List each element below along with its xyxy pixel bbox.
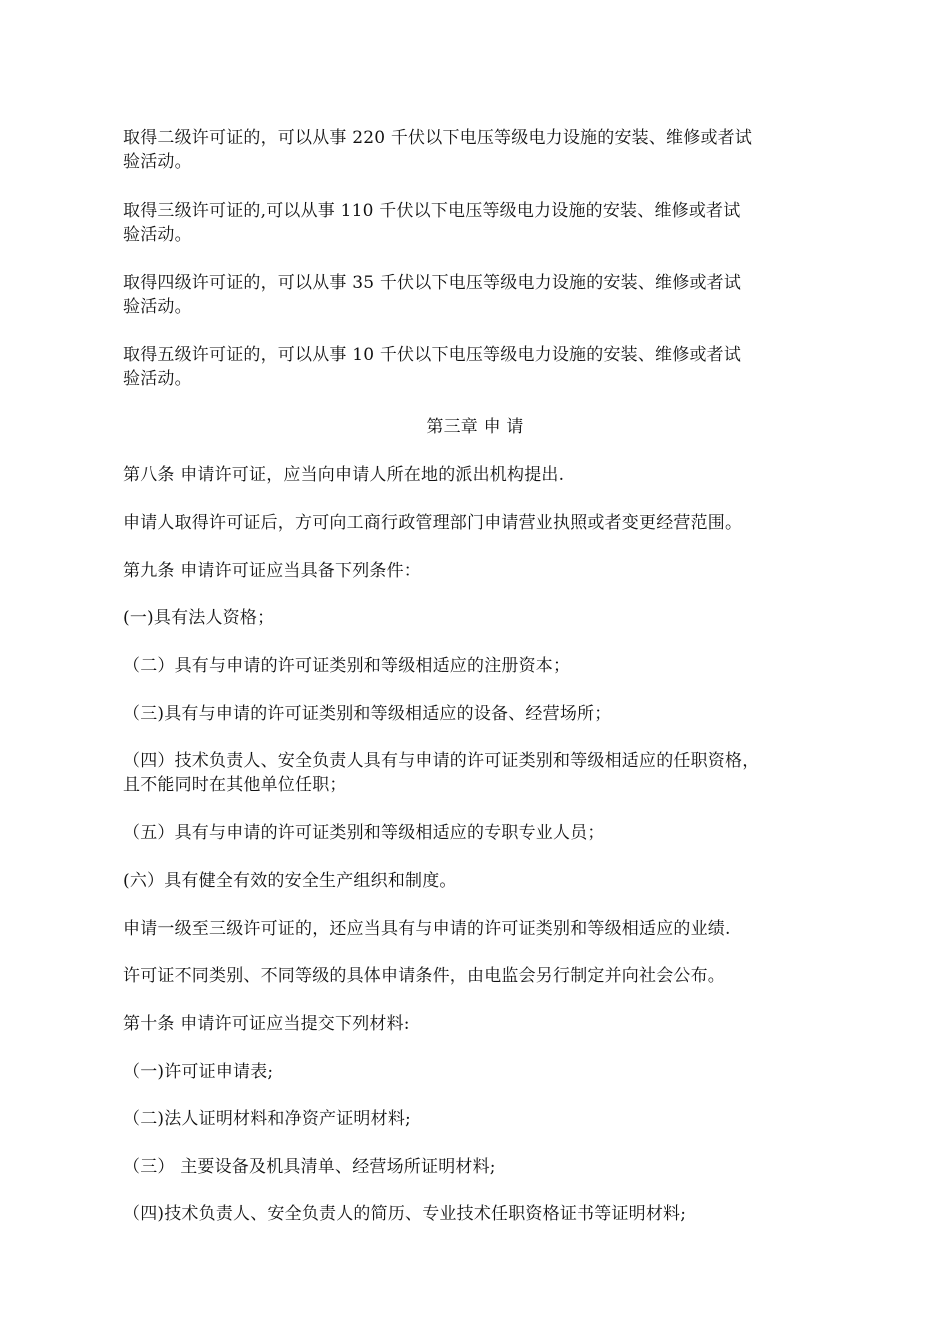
paragraph-grade2-line2: 验活动。 bbox=[123, 152, 192, 172]
article-9-item-4-line2: 且不能同时在其他单位任职； bbox=[123, 775, 347, 795]
article-10-item-1: （一)许可证申请表; bbox=[123, 1062, 274, 1082]
paragraph-grade3-line1: 取得三级许可证的,可以从事 110 千伏以下电压等级电力设施的安装、维修或者试 bbox=[123, 201, 741, 221]
article-10-item-4: （四)技术负责人、安全负责人的简历、专业技术任职资格证书等证明材料; bbox=[123, 1204, 687, 1224]
chapter-heading: 第三章 申 请 bbox=[426, 417, 524, 437]
article-9-item-5: （五）具有与申请的许可证类别和等级相适应的专职专业人员； bbox=[123, 823, 605, 843]
article-9-performance-requirement: 申请一级至三级许可证的，还应当具有与申请的许可证类别和等级相适应的业绩. bbox=[123, 919, 731, 939]
article-9-item-6: (六）具有健全有效的安全生产组织和制度。 bbox=[123, 871, 457, 891]
paragraph-grade4-line2: 验活动。 bbox=[123, 297, 192, 317]
article-10-item-3: （三） 主要设备及机具清单、经营场所证明材料; bbox=[123, 1157, 496, 1177]
article-9-item-1: (一)具有法人资格； bbox=[123, 608, 275, 628]
paragraph-grade5-line2: 验活动。 bbox=[123, 369, 192, 389]
article-9-item-2: （二）具有与申请的许可证类别和等级相适应的注册资本； bbox=[123, 656, 571, 676]
article-9-item-4-line1: （四）技术负责人、安全负责人具有与申请的许可证类别和等级相适应的任职资格， bbox=[123, 751, 760, 771]
paragraph-grade3-line2: 验活动。 bbox=[123, 225, 192, 245]
paragraph-grade2-line1: 取得二级许可证的，可以从事 220 千伏以下电压等级电力设施的安装、维修或者试 bbox=[123, 128, 753, 148]
article-9-item-3: （三)具有与申请的许可证类别和等级相适应的设备、经营场所； bbox=[123, 704, 612, 724]
article-9: 第九条 申请许可证应当具备下列条件： bbox=[123, 561, 422, 581]
article-10-item-2: （二)法人证明材料和净资产证明材料; bbox=[123, 1109, 411, 1129]
paragraph-grade4-line1: 取得四级许可证的，可以从事 35 千伏以下电压等级电力设施的安装、维修或者试 bbox=[123, 273, 742, 293]
paragraph-grade5-line1: 取得五级许可证的，可以从事 10 千伏以下电压等级电力设施的安装、维修或者试 bbox=[123, 345, 742, 365]
article-8-paragraph-2: 申请人取得许可证后，方可向工商行政管理部门申请营业执照或者变更经营范围。 bbox=[123, 513, 743, 533]
article-10: 第十条 申请许可证应当提交下列材料: bbox=[123, 1014, 410, 1034]
article-8: 第八条 申请许可证，应当向申请人所在地的派出机构提出. bbox=[123, 465, 565, 485]
article-9-specific-conditions: 许可证不同类别、不同等级的具体申请条件，由电监会另行制定并向社会公布。 bbox=[123, 966, 725, 986]
